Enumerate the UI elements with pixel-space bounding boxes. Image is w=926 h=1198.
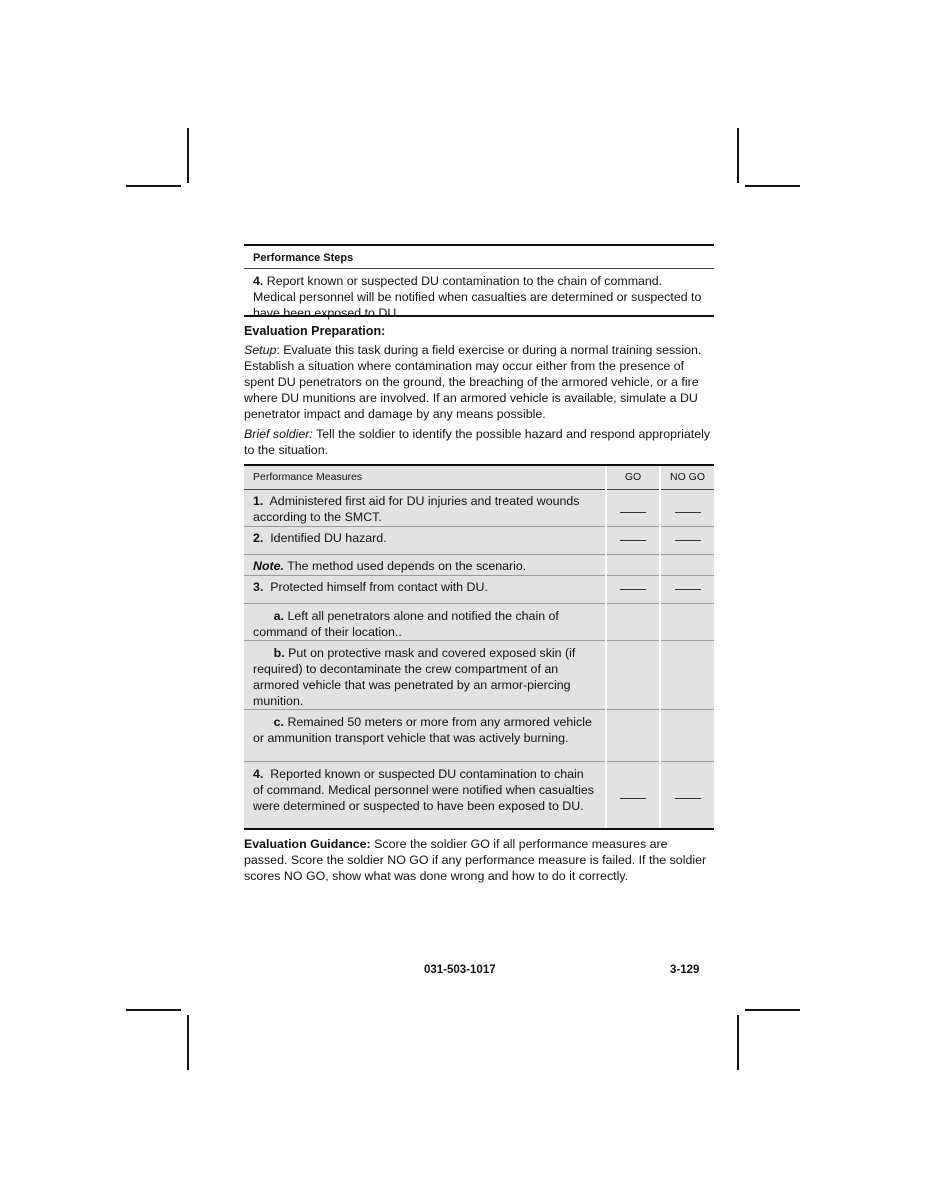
table-row [244,761,714,829]
task-number: 031-503-1017 [424,964,496,976]
setup-text: : Evaluate this task during a field exercise or during a normal training session. Establish a situation where contamination may occur either from the presence of spent DU penetrators on the ground, the breaching of the armored vehicle, or a fire where DU munitions are involved. If an armored vehicle is available, simulate a DU penetrator impact and damage by any means possible. [244,343,702,421]
measure-cell: a. Left all penetrators alone and notified the chain of command of their location.. [244,603,606,640]
table-row [244,526,714,554]
performance-step-4 [244,269,714,320]
measure-cell: c. Remained 50 meters or more from any armored vehicle or ammunition transport vehicle that was actively burning. [244,709,606,761]
step-text: Report known or suspected DU contamination to the chain of command. Medical personnel will be notified when casualties are determined or suspected to have been exposed to DU. [253,274,702,320]
table-header-row [244,465,714,489]
crop-mark-bottom-left-vertical [187,1015,189,1070]
brief-soldier-paragraph [244,426,714,458]
brief-soldier-label: Brief soldier: [244,427,313,441]
go-column-header: GO [606,465,660,489]
setup-paragraph [244,342,714,422]
go-blank[interactable] [606,575,660,603]
note-cell: Note. The method used depends on the scenario. [244,554,606,575]
crop-mark-top-left-horizontal [126,185,181,187]
performance-steps-header: Performance Steps [244,244,714,269]
table-row [244,489,714,526]
table-row [244,575,714,603]
table-row [244,603,714,640]
performance-measures-header: Performance Measures [244,465,606,489]
crop-mark-bottom-right-vertical [737,1015,739,1070]
go-blank[interactable] [606,761,660,829]
measure-cell: 4. Reported known or suspected DU contamination to chain of command. Medical personnel were notified when casualties were determined or suspected to have been exposed to DU. [244,761,606,829]
crop-mark-top-right-vertical [737,128,739,183]
setup-label: Setup [244,343,277,357]
go-empty [606,709,660,761]
measure-cell: 2. Identified DU hazard. [244,526,606,554]
measure-cell: b. Put on protective mask and covered exposed skin (if required) to decontaminate the crew compartment of an armored vehicle that was penetrated by an armor-piercing munition. [244,640,606,709]
page-content [244,244,714,884]
table-row [244,709,714,761]
measure-cell: 3. Protected himself from contact with DU. [244,575,606,603]
table-row [244,640,714,709]
go-empty [606,603,660,640]
nogo-column-header: NO GO [660,465,714,489]
step-number: 4. [253,274,264,288]
nogo-empty [660,554,714,575]
performance-measures-table [244,464,714,830]
table-row-note [244,554,714,575]
go-empty [606,554,660,575]
brief-soldier-text: Tell the soldier to identify the possible hazard and respond appropriately to the situation. [244,427,711,457]
evaluation-guidance-paragraph [244,836,714,884]
go-blank[interactable] [606,489,660,526]
evaluation-guidance-label: Evaluation Guidance: [244,837,371,851]
crop-mark-bottom-right-horizontal [745,1009,800,1011]
nogo-blank[interactable] [660,526,714,554]
nogo-empty [660,709,714,761]
go-blank[interactable] [606,526,660,554]
nogo-blank[interactable] [660,575,714,603]
page-number: 3-129 [670,964,700,976]
nogo-empty [660,603,714,640]
go-empty [606,640,660,709]
nogo-blank[interactable] [660,489,714,526]
crop-mark-bottom-left-horizontal [126,1009,181,1011]
nogo-empty [660,640,714,709]
nogo-blank[interactable] [660,761,714,829]
crop-mark-top-right-horizontal [745,185,800,187]
crop-mark-top-left-vertical [187,128,189,183]
measure-cell: 1. Administered first aid for DU injuries and treated wounds according to the SMCT. [244,489,606,526]
evaluation-guidance-text: Score the soldier GO if all performance measures are passed. Score the soldier NO GO if any performance measure is failed. If the soldier scores NO GO, show what was done wrong and how to do it correctly. [244,837,707,883]
evaluation-preparation-title: Evaluation Preparation: [244,324,386,338]
